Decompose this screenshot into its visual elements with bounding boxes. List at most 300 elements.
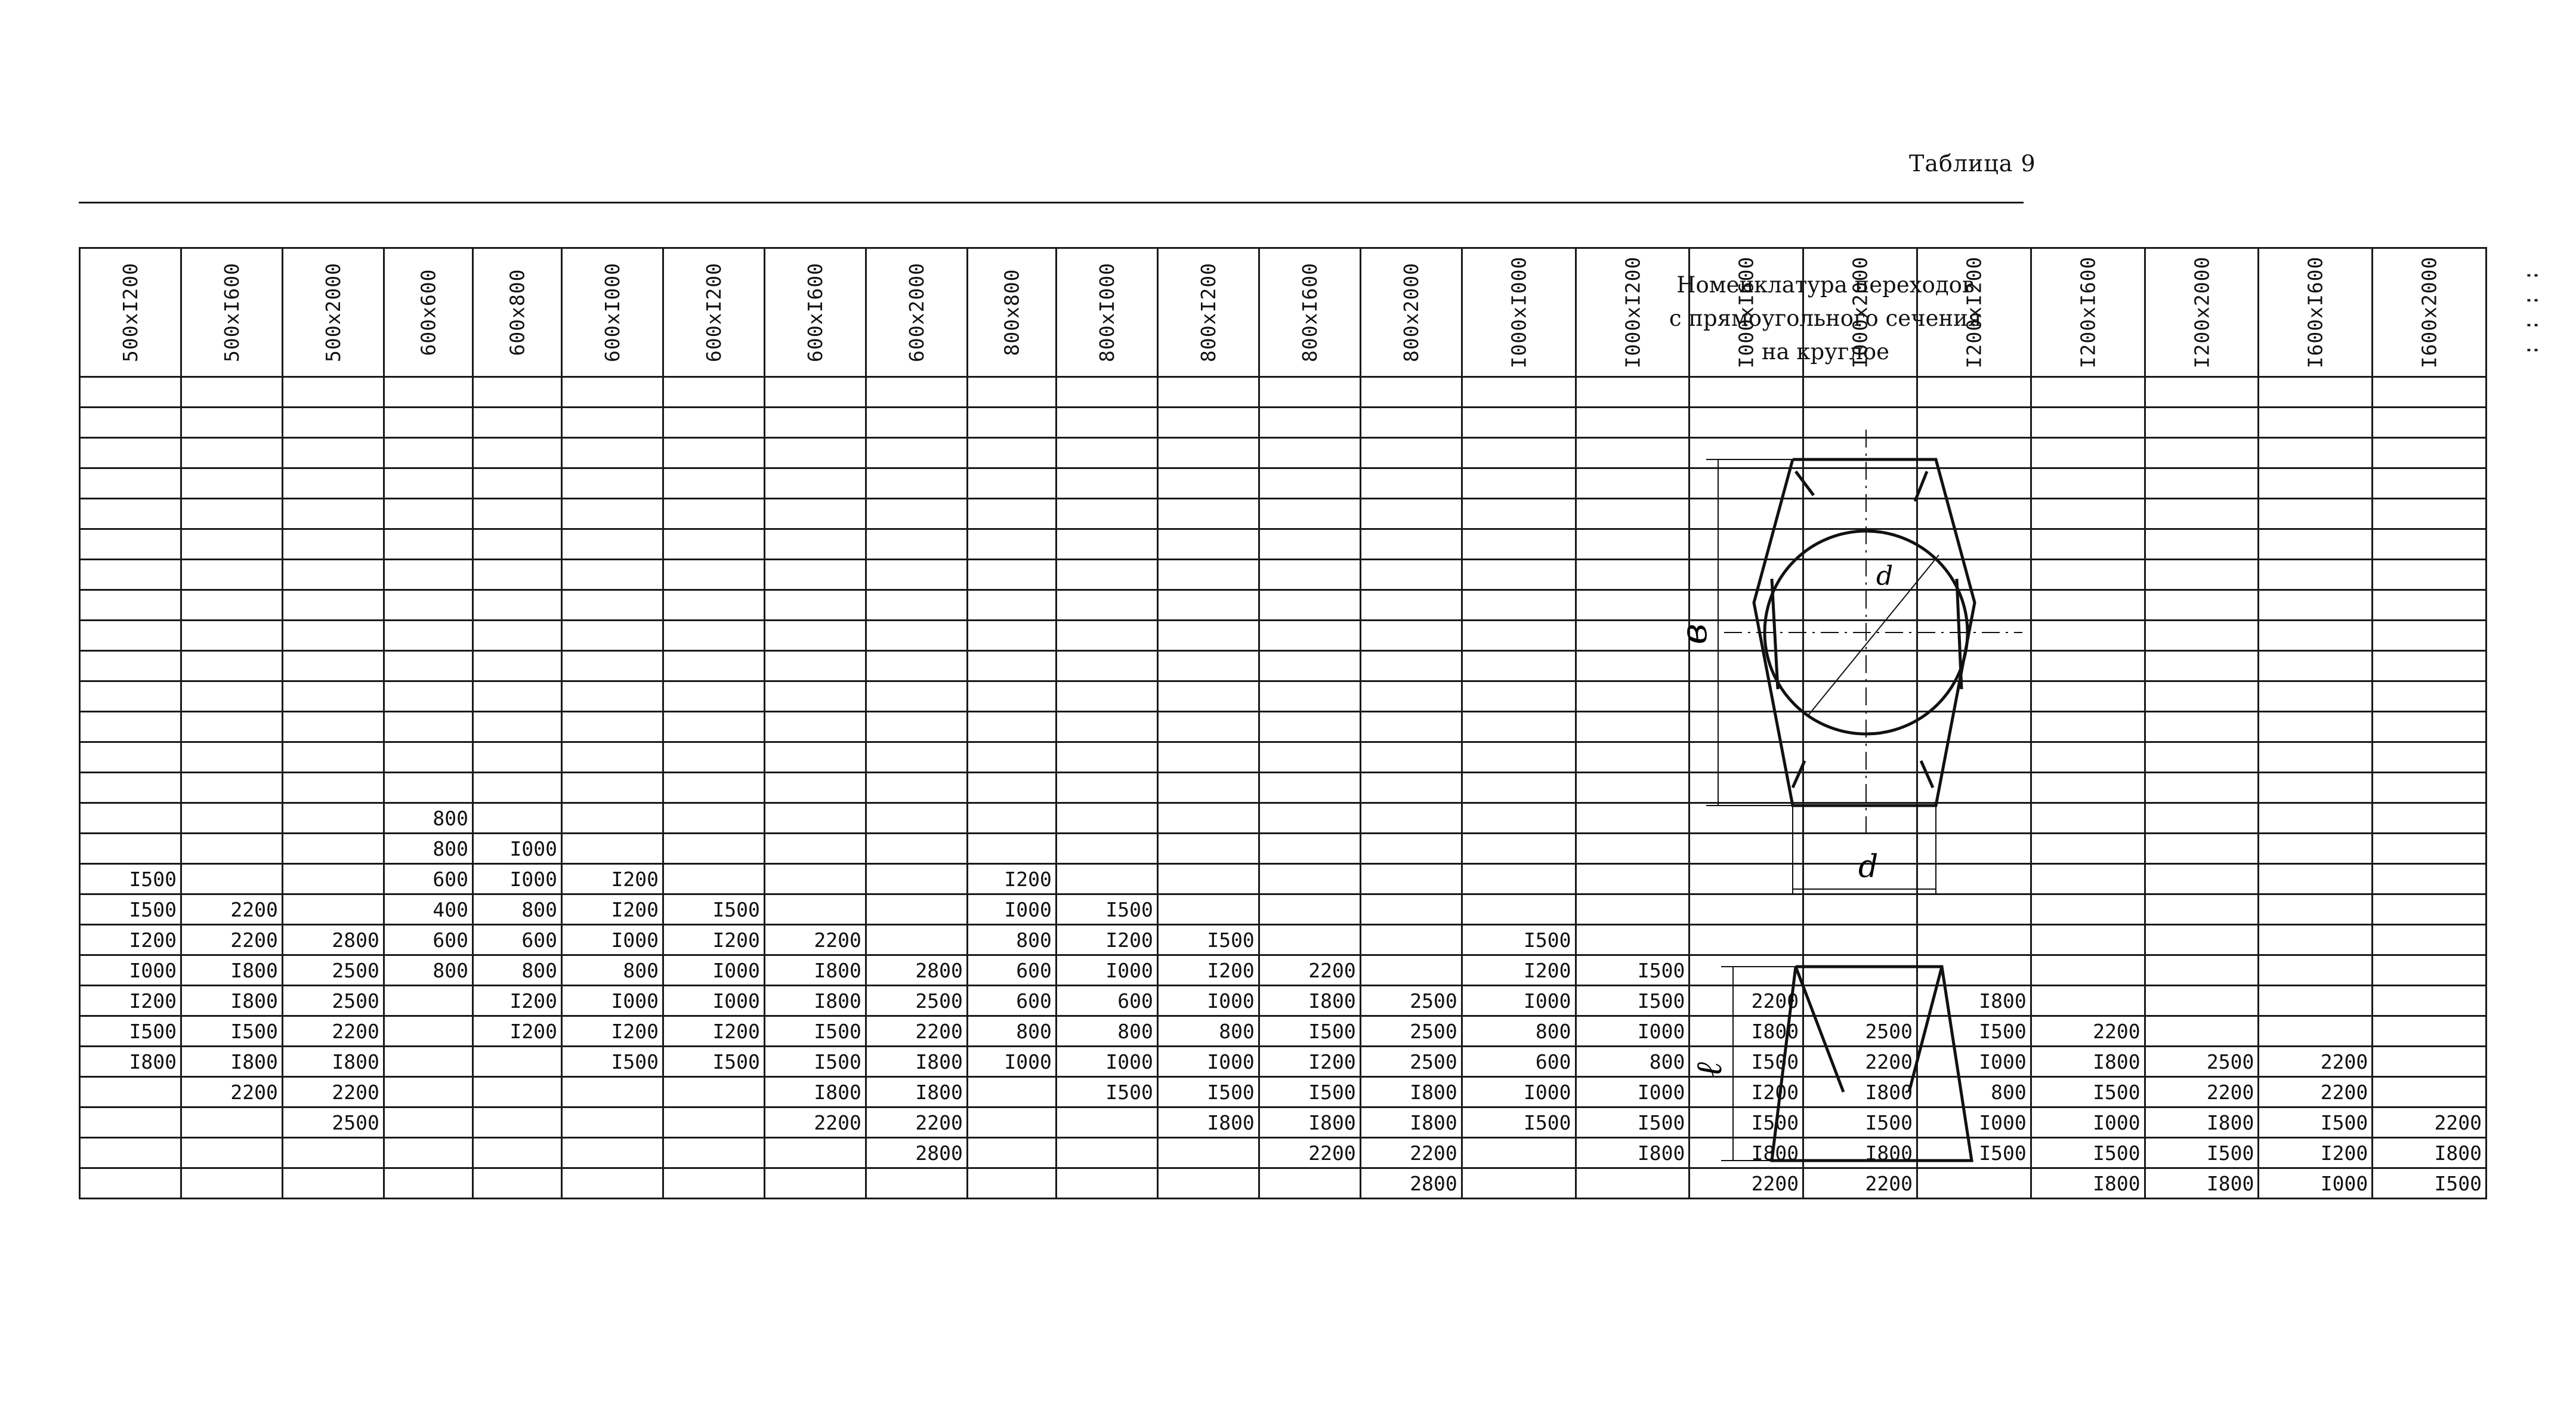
sheet-label: Таблица 9 [1909,150,2036,177]
table-cell [2145,408,2259,438]
table-cell [1056,621,1157,651]
table-cell [663,499,764,529]
table-cell [764,773,866,803]
table-cell [2373,529,2487,560]
table-cell [1056,438,1157,468]
table-cell [282,834,384,864]
table-cell [1360,742,1462,773]
table-cell [2031,864,2145,894]
table-cell: I500 [562,1047,663,1077]
table-cell: I000 [1576,1016,1689,1047]
table-cell [1056,499,1157,529]
table-cell [663,408,764,438]
table-cell [282,894,384,925]
table-cell [1056,834,1157,864]
table-cell: 2200 [1259,955,1360,986]
table-cell [764,621,866,651]
top-view-diameter [1808,555,1939,716]
table-cell [2259,408,2373,438]
table-cell [1157,1138,1259,1168]
table-cell [2145,621,2259,651]
table-cell [2373,894,2487,925]
table-cell: 2200 [1259,1138,1360,1168]
table-row-empty [80,742,2575,773]
table-cell [472,499,561,529]
table-cell [2259,560,2373,590]
column-header-label: I600x2000 [2417,256,2441,369]
table-cell [2373,1077,2487,1107]
transition-drawing [1670,418,2028,1193]
table-cell: 600 [1462,1047,1576,1077]
table-cell [1157,742,1259,773]
column-header [764,248,866,377]
table-cell [2145,773,2259,803]
table-cell: I000 [1056,1047,1157,1077]
column-header [282,248,384,377]
column-header [1462,248,1576,377]
table-cell [967,742,1056,773]
side-view [1721,967,1972,1161]
table-cell: I800 [1917,986,2031,1016]
table-cell [1157,864,1259,894]
table-cell: I500 [1157,925,1259,955]
table-cell: 2200 [2259,1077,2373,1107]
table-cell [764,438,866,468]
table-cell [1462,773,1576,803]
table-cell [1360,590,1462,621]
table-cell [181,864,282,894]
table-cell: I800 [764,1077,866,1107]
table-cell [562,1168,663,1199]
table-cell: I500 [2373,1168,2487,1199]
table-cell [866,773,967,803]
table-row [80,1138,2575,1168]
table-cell [2373,773,2487,803]
table-cell [2259,377,2373,408]
table-cell [1360,955,1462,986]
column-header [384,248,472,377]
table-cell: I500 [2259,1107,2373,1138]
table-cell [1157,773,1259,803]
table-cell [562,1138,663,1168]
table-row-empty [80,468,2575,499]
table-cell: I000 [472,834,561,864]
table-cell: I800 [1689,1138,1803,1168]
table-cell [1157,377,1259,408]
table-cell [866,1168,967,1199]
table-cell [80,773,181,803]
table-cell [472,712,561,742]
column-header-label: 600xI000 [600,263,624,362]
table-cell [1462,894,1576,925]
table-cell [2373,834,2487,864]
table-cell: I800 [181,955,282,986]
table-cell [2145,955,2259,986]
table-cell [80,1107,181,1138]
table-cell [1462,803,1576,834]
table-cell [80,408,181,438]
table-cell [663,712,764,742]
table-cell [1157,803,1259,834]
table-cell [562,408,663,438]
table-cell [1360,560,1462,590]
table-cell [2145,438,2259,468]
dim-d-label: d [1858,849,1879,885]
table-cell [1462,621,1576,651]
table-cell [1803,377,1917,408]
table-cell: I500 [1917,1016,2031,1047]
table-cell [384,468,472,499]
column-header-label: 600x600 [416,269,440,356]
table-cell: 2200 [2373,1107,2487,1138]
table-cell [967,377,1056,408]
table-row-empty [80,377,2575,408]
table-cell [2373,408,2487,438]
caption [1658,269,1993,369]
table-cell [384,651,472,681]
table-cell [80,438,181,468]
table-cell [2259,803,2373,834]
table-cell: I000 [663,986,764,1016]
table-cell: I200 [2259,1138,2373,1168]
table-cell [2031,681,2145,712]
table-cell [384,1016,472,1047]
table-cell [472,742,561,773]
table-cell [384,1047,472,1077]
table-cell [1360,803,1462,834]
table-cell [80,590,181,621]
table-cell [562,468,663,499]
table-cell [764,742,866,773]
top-view-rib [1915,471,1927,501]
table-cell [2031,468,2145,499]
table-cell [2145,468,2259,499]
table-cell: 2200 [866,1107,967,1138]
table-cell: 2200 [282,1077,384,1107]
table-cell [472,377,561,408]
table-cell [1360,894,1462,925]
table-cell: 2500 [282,986,384,1016]
table-cell [1259,773,1360,803]
table-cell [967,438,1056,468]
table-cell [663,681,764,712]
table-cell: I200 [80,986,181,1016]
table-cell [2145,864,2259,894]
table-cell [472,651,561,681]
table-cell [2145,499,2259,529]
table-cell: I200 [1056,925,1157,955]
table-cell [2031,438,2145,468]
table-cell: 800 [472,894,561,925]
table-cell: 2200 [1803,1047,1917,1077]
table-row [80,1077,2575,1107]
table-cell [562,712,663,742]
table-cell [2145,529,2259,560]
table-cell [384,560,472,590]
table-row [80,864,2575,894]
table-cell [1056,773,1157,803]
table-cell: I500 [663,1047,764,1077]
table-row-empty [80,408,2575,438]
table-cell [384,1138,472,1168]
table-cell [2373,560,2487,590]
table-cell [282,681,384,712]
table-cell [1462,712,1576,742]
table-cell: I800 [1803,1077,1917,1107]
table-cell [282,438,384,468]
table-cell: 800 [967,1016,1056,1047]
table-cell [967,560,1056,590]
column-header-label: I200x2000 [2190,256,2213,369]
table-cell [282,1168,384,1199]
table-cell [1689,377,1803,408]
table-cell [764,803,866,834]
table-cell: 800 [967,925,1056,955]
table-cell [2259,499,2373,529]
table-cell [1056,1138,1157,1168]
table-cell [2145,1016,2259,1047]
table-cell [2373,864,2487,894]
table-cell: I000 [1157,1047,1259,1077]
table-cell [282,590,384,621]
table-cell [1259,834,1360,864]
table-cell: 2500 [1360,1047,1462,1077]
table-cell [472,803,561,834]
table-cell [2145,560,2259,590]
table-cell [2373,803,2487,834]
table-cell [1157,712,1259,742]
table-cell [1259,529,1360,560]
table-cell [2145,651,2259,681]
column-header [181,248,282,377]
table-cell [967,468,1056,499]
table-cell [2031,590,2145,621]
table-cell: I800 [1803,1138,1917,1168]
table-cell [1360,864,1462,894]
table-cell: I200 [80,925,181,955]
table-cell: I500 [1259,1077,1360,1107]
table-row-empty [80,438,2575,468]
table-cell [866,864,967,894]
table-cell [80,468,181,499]
table-cell [472,1077,561,1107]
table-cell [1259,590,1360,621]
top-view-rib [1921,761,1933,788]
table-cell: 800 [384,834,472,864]
table-cell [2373,590,2487,621]
table-cell [764,712,866,742]
table-cell: I800 [181,1047,282,1077]
table-cell: I500 [1157,1077,1259,1107]
table-cell [663,651,764,681]
table-row-empty [80,651,2575,681]
table-cell: I800 [1259,986,1360,1016]
table-cell [80,1138,181,1168]
table-cell [663,560,764,590]
table-cell [562,651,663,681]
table-cell: I800 [764,986,866,1016]
table-cell: I500 [764,1047,866,1077]
table-cell: I800 [1360,1107,1462,1138]
table-cell [1462,651,1576,681]
table-cell [1056,1168,1157,1199]
table-cell [80,803,181,834]
table-cell [282,712,384,742]
table-cell [2373,925,2487,955]
table-cell [764,529,866,560]
table-cell [1056,377,1157,408]
table-cell [1259,651,1360,681]
table-cell [2031,773,2145,803]
table-cell [764,408,866,438]
column-header [2259,248,2373,377]
table-cell: I500 [1576,986,1689,1016]
table-cell [472,621,561,651]
table-cell [764,1138,866,1168]
table-cell [2259,621,2373,651]
column-header [1259,248,1360,377]
table-cell: 2500 [2145,1047,2259,1077]
table-row [80,925,2575,955]
table-cell: 2200 [2031,1016,2145,1047]
table-cell [1360,468,1462,499]
table-cell: 2800 [866,1138,967,1168]
table-cell [1259,377,1360,408]
table-cell [1259,438,1360,468]
table-cell [1157,468,1259,499]
table-row-empty [80,499,2575,529]
table-cell [2259,438,2373,468]
table-cell [181,1138,282,1168]
column-header-label: 600x800 [505,269,529,356]
table-cell [2259,864,2373,894]
table-cell [1056,712,1157,742]
table-cell [2031,834,2145,864]
table-cell [181,651,282,681]
table-cell [2373,955,2487,986]
table-cell: 2800 [282,925,384,955]
table-cell [1259,560,1360,590]
table-cell [562,529,663,560]
table-cell [1157,651,1259,681]
table-cell [181,712,282,742]
column-header-label: 800x800 [1000,269,1024,356]
table-cell [1259,468,1360,499]
table-cell [866,621,967,651]
top-view-rib [1796,471,1814,495]
table-cell: I200 [663,925,764,955]
table-cell [2031,499,2145,529]
column-header-label: 600x2000 [904,263,928,362]
table-cell [1157,894,1259,925]
table-cell [282,529,384,560]
table-cell [2259,468,2373,499]
column-header-label: I000x2000 [1848,256,1872,369]
table-row [80,1047,2575,1077]
table-cell: I000 [562,986,663,1016]
caption-line-3: на круглое [1761,339,1890,365]
table-row [80,834,2575,864]
table-cell [1360,712,1462,742]
table-cell [80,742,181,773]
table-row [80,955,2575,986]
table-cell [2031,621,2145,651]
table-cell [2373,377,2487,408]
table-cell [2145,925,2259,955]
table-cell [2373,986,2487,1016]
table-cell: 2200 [764,1107,866,1138]
table-cell [866,712,967,742]
table-cell: I200 [663,1016,764,1047]
table-cell: I800 [2031,1168,2145,1199]
table-cell [384,681,472,712]
table-cell [80,681,181,712]
table-cell: I200 [562,894,663,925]
table-cell: I500 [1056,1077,1157,1107]
table-cell [1462,590,1576,621]
table-cell [866,925,967,955]
table-cell [472,1138,561,1168]
table-cell: 600 [384,864,472,894]
table-cell [1056,742,1157,773]
table-cell: 800 [384,955,472,986]
table-cell [384,1107,472,1138]
table-cell: 2500 [866,986,967,1016]
table-cell [1259,681,1360,712]
table-cell [80,712,181,742]
table-row-empty [80,529,2575,560]
table-cell [2031,712,2145,742]
table-cell [384,377,472,408]
table-cell [80,621,181,651]
table-cell [80,1168,181,1199]
table-cell [80,499,181,529]
table-cell [866,438,967,468]
table-cell [2031,955,2145,986]
table-cell [1259,408,1360,438]
table-cell [1462,834,1576,864]
table-cell: 800 [1917,1077,2031,1107]
table-cell: I800 [1689,1016,1803,1047]
table-cell: 2200 [2145,1077,2259,1107]
table-cell [562,499,663,529]
table-cell: 2200 [282,1016,384,1047]
table-cell [181,803,282,834]
table-cell [866,529,967,560]
table-cell: I000 [663,955,764,986]
table-cell: I000 [1576,1077,1689,1107]
table-cell: 600 [1056,986,1157,1016]
table-cell [80,560,181,590]
table-cell [2259,681,2373,712]
table-cell [472,438,561,468]
table-row [80,894,2575,925]
table-cell [764,651,866,681]
table-cell: 2500 [1803,1016,1917,1047]
table-cell [1576,377,1689,408]
table-cell: I800 [1576,1138,1689,1168]
table-cell: I500 [181,1016,282,1047]
table-cell [663,742,764,773]
table-cell [663,1077,764,1107]
top-view [1706,430,2022,895]
circle-d-label: d [1876,561,1894,591]
table-cell [562,590,663,621]
table-cell [2031,529,2145,560]
table-cell [967,590,1056,621]
table-cell [1157,834,1259,864]
dim-l-label: ℓ [1688,1062,1730,1077]
